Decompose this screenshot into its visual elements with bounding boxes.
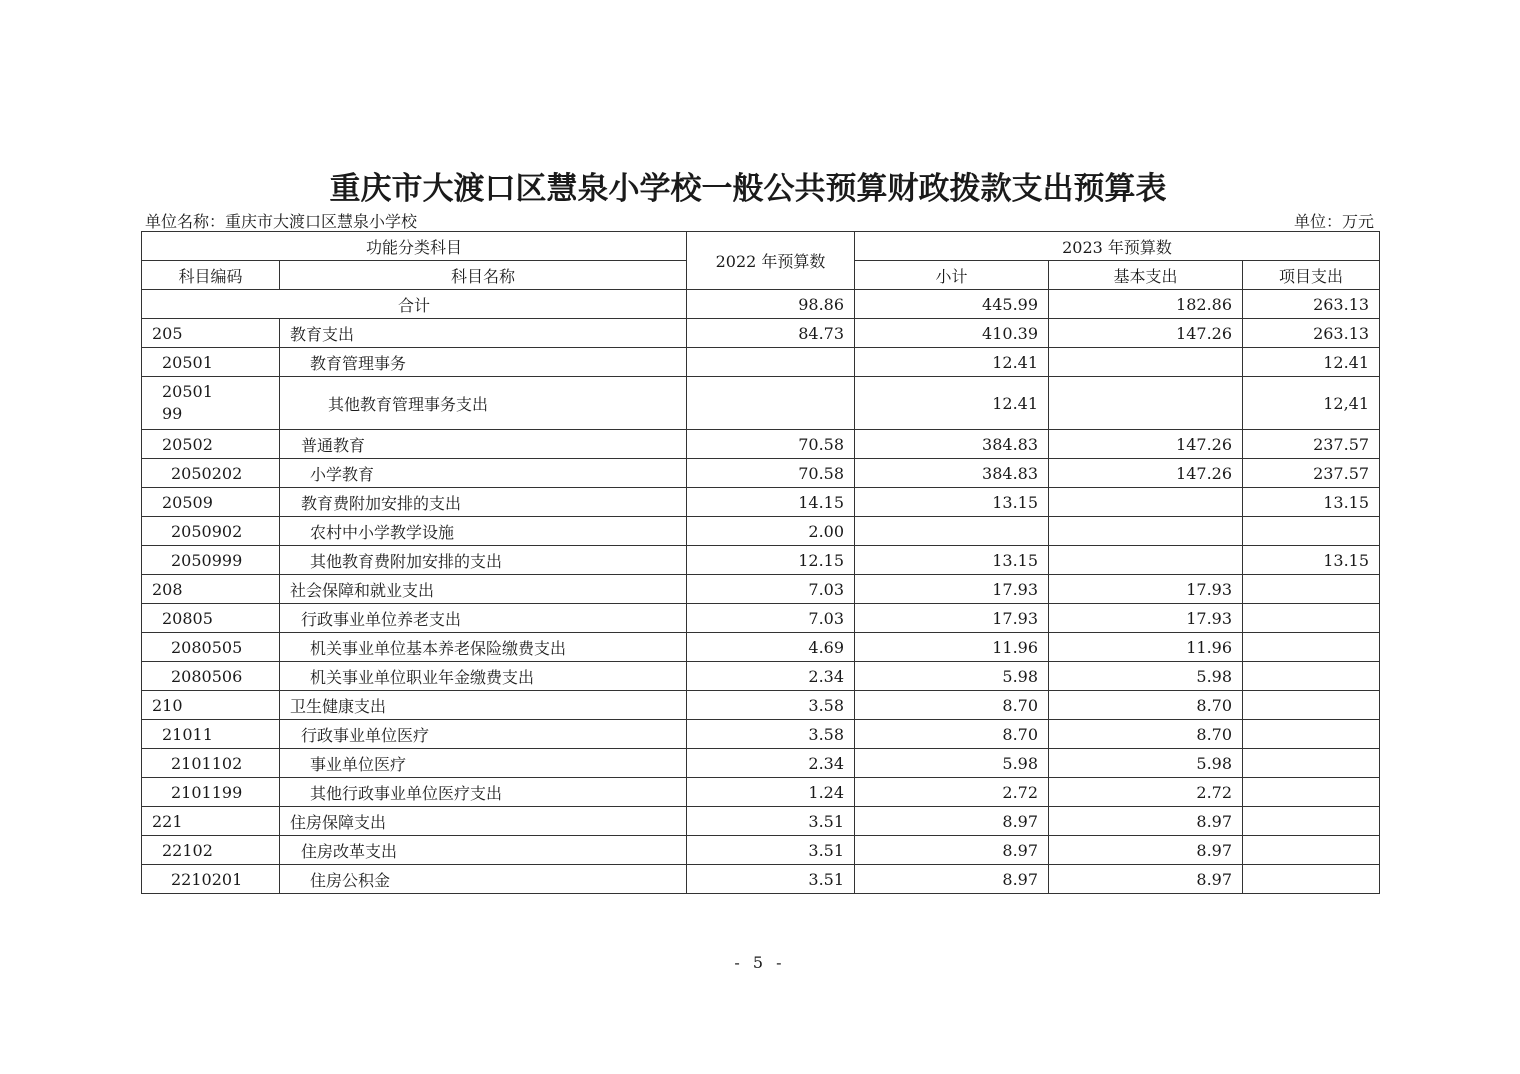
row-code: 221 — [142, 807, 280, 836]
row-name: 教育管理事务 — [280, 348, 687, 377]
table-row — [142, 546, 1380, 575]
row-code: 20509 — [142, 488, 280, 517]
row-b2022: 14.15 — [687, 488, 855, 517]
row-subtotal: 11.96 — [855, 633, 1049, 662]
row-basic: 11.96 — [1049, 633, 1243, 662]
row-project: 12.41 — [1243, 348, 1380, 377]
row-subtotal: 17.93 — [855, 604, 1049, 633]
row-project — [1243, 807, 1380, 836]
total-subtotal: 445.99 — [855, 290, 1049, 319]
table-row — [142, 377, 1380, 430]
table-row — [142, 836, 1380, 865]
row-subtotal: 12.41 — [855, 348, 1049, 377]
row-basic: 17.93 — [1049, 604, 1243, 633]
row-name: 住房改革支出 — [280, 836, 687, 865]
row-b2022: 3.51 — [687, 807, 855, 836]
row-code: 2050202 — [142, 459, 280, 488]
row-b2022: 12.15 — [687, 546, 855, 575]
header-code: 科目编码 — [142, 261, 280, 290]
row-project — [1243, 836, 1380, 865]
row-subtotal: 384.83 — [855, 430, 1049, 459]
row-basic: 147.26 — [1049, 430, 1243, 459]
row-project — [1243, 604, 1380, 633]
budget-table — [141, 231, 1380, 894]
row-name: 教育费附加安排的支出 — [280, 488, 687, 517]
page-title: 重庆市大渡口区慧泉小学校一般公共预算财政拨款支出预算表 — [329, 171, 1167, 207]
row-basic — [1049, 517, 1243, 546]
row-project — [1243, 778, 1380, 807]
table-row — [142, 517, 1380, 546]
row-project — [1243, 662, 1380, 691]
row-b2022: 70.58 — [687, 459, 855, 488]
row-basic — [1049, 377, 1243, 430]
row-subtotal: 13.15 — [855, 488, 1049, 517]
row-b2022: 3.51 — [687, 865, 855, 894]
row-basic — [1049, 546, 1243, 575]
table-row — [142, 604, 1380, 633]
header-subtotal: 小计 — [855, 261, 1049, 290]
unit-label: 单位：万元 — [1293, 212, 1374, 231]
row-code: 2050902 — [142, 517, 280, 546]
row-basic: 2.72 — [1049, 778, 1243, 807]
header-row-1 — [142, 232, 1380, 261]
row-b2022: 2.00 — [687, 517, 855, 546]
row-b2022: 7.03 — [687, 575, 855, 604]
row-code: 2080505 — [142, 633, 280, 662]
table-row — [142, 691, 1380, 720]
total-basic: 182.86 — [1049, 290, 1243, 319]
row-b2022: 3.58 — [687, 720, 855, 749]
row-code: 20502 — [142, 430, 280, 459]
row-name: 小学教育 — [280, 459, 687, 488]
row-name: 其他行政事业单位医疗支出 — [280, 778, 687, 807]
total-row — [142, 290, 1380, 319]
total-b2022: 98.86 — [687, 290, 855, 319]
row-subtotal: 5.98 — [855, 662, 1049, 691]
row-code: 22102 — [142, 836, 280, 865]
row-b2022: 70.58 — [687, 430, 855, 459]
row-basic — [1049, 348, 1243, 377]
row-name: 其他教育费附加安排的支出 — [280, 546, 687, 575]
row-project — [1243, 865, 1380, 894]
row-name: 机关事业单位职业年金缴费支出 — [280, 662, 687, 691]
row-basic: 8.97 — [1049, 807, 1243, 836]
row-subtotal: 8.70 — [855, 720, 1049, 749]
row-project — [1243, 691, 1380, 720]
row-project: 237.57 — [1243, 459, 1380, 488]
row-project — [1243, 720, 1380, 749]
row-project — [1243, 749, 1380, 778]
row-code: 2080506 — [142, 662, 280, 691]
row-subtotal: 17.93 — [855, 575, 1049, 604]
row-basic: 8.70 — [1049, 720, 1243, 749]
row-project: 13.15 — [1243, 546, 1380, 575]
row-name: 住房公积金 — [280, 865, 687, 894]
table-row — [142, 720, 1380, 749]
table-row — [142, 459, 1380, 488]
table-row — [142, 865, 1380, 894]
header-basic: 基本支出 — [1049, 261, 1243, 290]
row-b2022: 3.58 — [687, 691, 855, 720]
table-row — [142, 348, 1380, 377]
header-budget-2022: 2022 年预算数 — [687, 232, 855, 290]
row-basic — [1049, 488, 1243, 517]
row-b2022 — [687, 348, 855, 377]
table-row — [142, 749, 1380, 778]
row-b2022 — [687, 377, 855, 430]
row-b2022: 1.24 — [687, 778, 855, 807]
table-row — [142, 633, 1380, 662]
table-row — [142, 430, 1380, 459]
row-code: 208 — [142, 575, 280, 604]
unit-name: 单位名称：重庆市大渡口区慧泉小学校 — [145, 212, 418, 231]
row-b2022: 4.69 — [687, 633, 855, 662]
row-subtotal: 8.70 — [855, 691, 1049, 720]
row-subtotal — [855, 517, 1049, 546]
row-code-line2: 99 — [162, 404, 183, 423]
row-name: 卫生健康支出 — [280, 691, 687, 720]
row-subtotal: 384.83 — [855, 459, 1049, 488]
row-code: 20805 — [142, 604, 280, 633]
row-subtotal: 8.97 — [855, 865, 1049, 894]
table-row — [142, 807, 1380, 836]
row-project — [1243, 633, 1380, 662]
table-row — [142, 319, 1380, 348]
row-basic: 5.98 — [1049, 749, 1243, 778]
row-name: 行政事业单位医疗 — [280, 720, 687, 749]
row-code-line1: 20501 — [162, 382, 213, 401]
row-code: 21011 — [142, 720, 280, 749]
row-subtotal: 2.72 — [855, 778, 1049, 807]
row-name: 社会保障和就业支出 — [280, 575, 687, 604]
table-row — [142, 662, 1380, 691]
row-subtotal: 8.97 — [855, 836, 1049, 865]
row-b2022: 2.34 — [687, 662, 855, 691]
row-name: 其他教育管理事务支出 — [280, 377, 687, 430]
row-subtotal: 5.98 — [855, 749, 1049, 778]
row-basic: 8.70 — [1049, 691, 1243, 720]
row-code: 2210201 — [142, 865, 280, 894]
row-code: 2101199 — [142, 778, 280, 807]
row-project: 12,41 — [1243, 377, 1380, 430]
row-name: 农村中小学教学设施 — [280, 517, 687, 546]
row-basic: 8.97 — [1049, 836, 1243, 865]
row-subtotal: 410.39 — [855, 319, 1049, 348]
row-code — [142, 377, 280, 430]
header-project: 项目支出 — [1243, 261, 1380, 290]
total-project: 263.13 — [1243, 290, 1380, 319]
row-b2022: 84.73 — [687, 319, 855, 348]
row-code: 205 — [142, 319, 280, 348]
row-basic: 147.26 — [1049, 459, 1243, 488]
row-subtotal: 12.41 — [855, 377, 1049, 430]
row-name: 普通教育 — [280, 430, 687, 459]
table-row — [142, 778, 1380, 807]
row-code: 2101102 — [142, 749, 280, 778]
row-code: 2050999 — [142, 546, 280, 575]
row-name: 行政事业单位养老支出 — [280, 604, 687, 633]
header-name: 科目名称 — [280, 261, 687, 290]
total-label: 合计 — [142, 290, 687, 319]
row-basic: 147.26 — [1049, 319, 1243, 348]
page-number: - 5 - — [734, 953, 786, 972]
row-name: 机关事业单位基本养老保险缴费支出 — [280, 633, 687, 662]
row-basic: 17.93 — [1049, 575, 1243, 604]
row-project — [1243, 575, 1380, 604]
row-name: 教育支出 — [280, 319, 687, 348]
row-subtotal: 8.97 — [855, 807, 1049, 836]
row-name: 事业单位医疗 — [280, 749, 687, 778]
row-code: 210 — [142, 691, 280, 720]
row-b2022: 2.34 — [687, 749, 855, 778]
row-project: 13.15 — [1243, 488, 1380, 517]
header-budget-2023: 2023 年预算数 — [855, 232, 1380, 261]
row-subtotal: 13.15 — [855, 546, 1049, 575]
row-b2022: 3.51 — [687, 836, 855, 865]
row-project — [1243, 517, 1380, 546]
row-code: 20501 — [142, 348, 280, 377]
row-b2022: 7.03 — [687, 604, 855, 633]
row-project: 263.13 — [1243, 319, 1380, 348]
row-project: 237.57 — [1243, 430, 1380, 459]
row-basic: 8.97 — [1049, 865, 1243, 894]
header-func-category: 功能分类科目 — [142, 232, 687, 261]
row-basic: 5.98 — [1049, 662, 1243, 691]
row-name: 住房保障支出 — [280, 807, 687, 836]
table-row — [142, 488, 1380, 517]
table-row — [142, 575, 1380, 604]
